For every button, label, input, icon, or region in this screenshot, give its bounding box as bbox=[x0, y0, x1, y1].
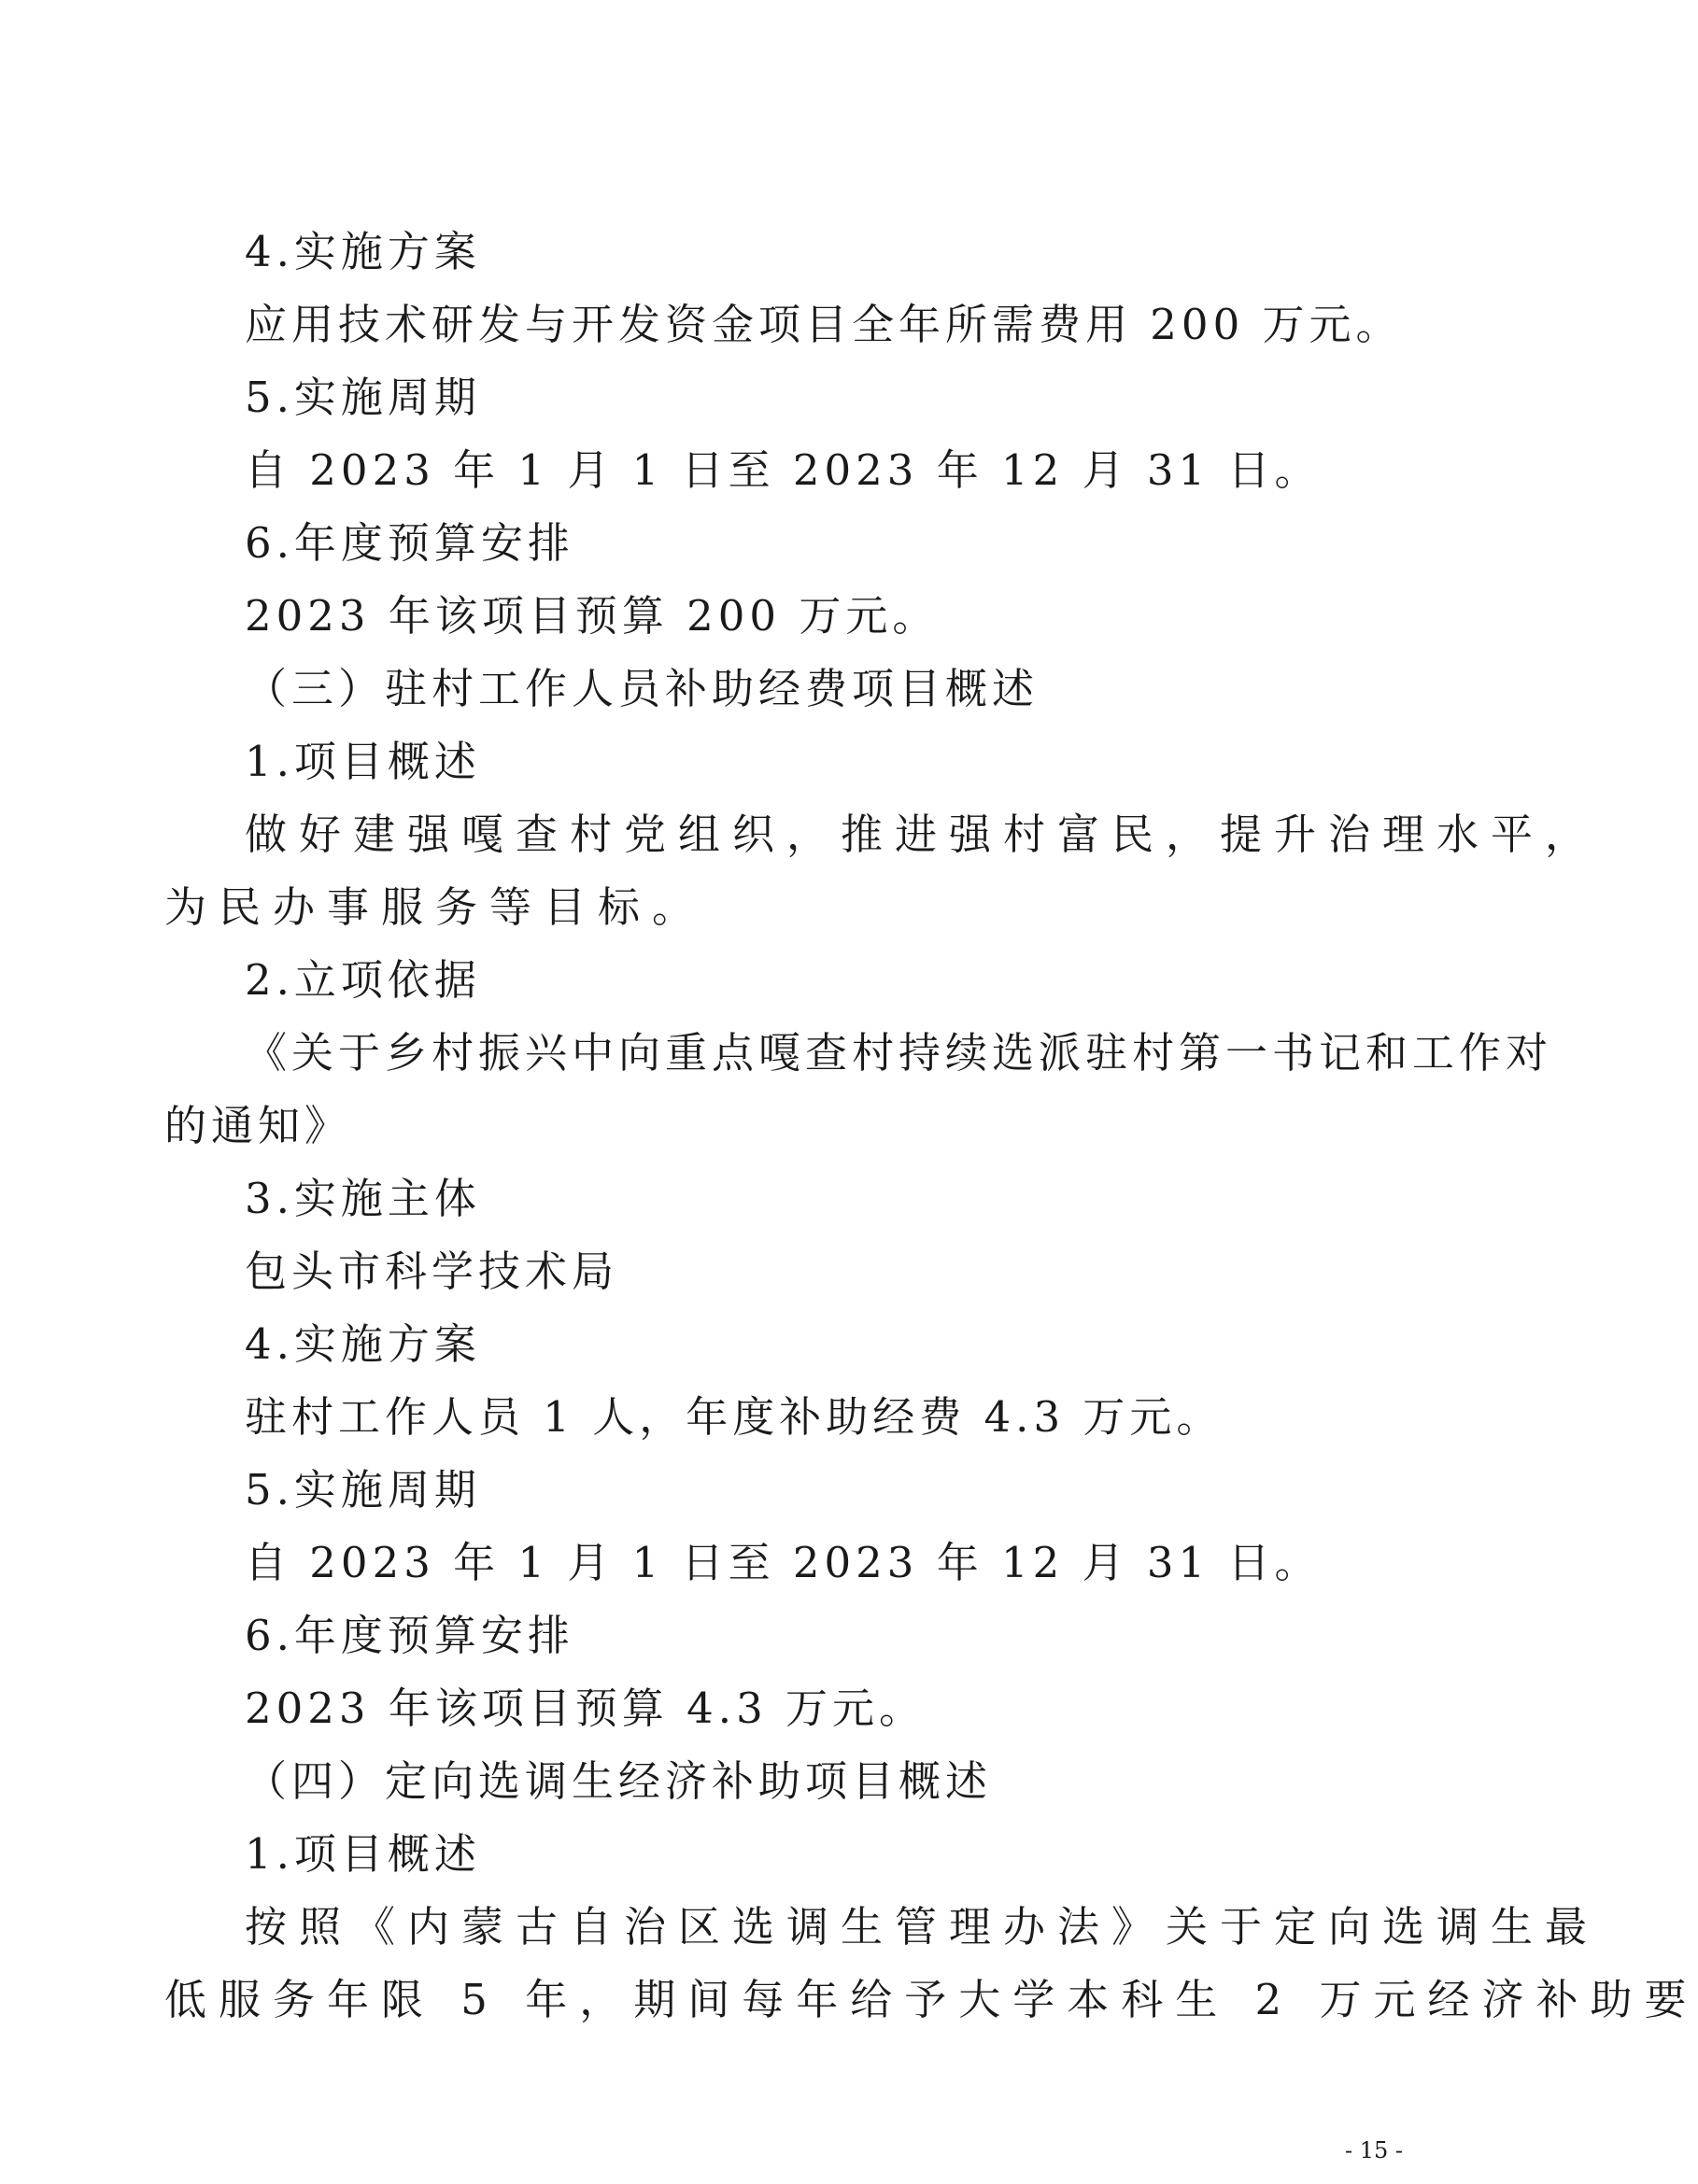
heading-implementation-period: 5.实施周期 bbox=[245, 373, 481, 422]
paragraph-line: 包头市科学技术局 bbox=[245, 1247, 619, 1296]
paragraph-line: 自 2023 年 1 月 1 日至 2023 年 12 月 31 日。 bbox=[245, 445, 1322, 495]
paragraph-line: 2023 年该项目预算 200 万元。 bbox=[245, 591, 940, 641]
page-number: - 15 - bbox=[1345, 2137, 1404, 2163]
paragraph-line: 应用技术研发与开发资金项目全年所需费用 200 万元。 bbox=[245, 300, 1403, 349]
paragraph-line: 的通知》 bbox=[164, 1101, 352, 1150]
section-heading-3: （三）驻村工作人员补助经费项目概述 bbox=[245, 664, 1040, 713]
heading-annual-budget: 6.年度预算安排 bbox=[245, 518, 574, 568]
heading-project-overview: 1.项目概述 bbox=[245, 737, 481, 786]
paragraph-line: 《关于乡村振兴中向重点嘎查村持续选派驻村第一书记和工作对 bbox=[245, 1028, 1553, 1078]
paragraph-line: 为民办事服务等目标。 bbox=[164, 882, 707, 932]
heading-annual-budget: 6.年度预算安排 bbox=[245, 1611, 574, 1660]
section-heading-4: （四）定向选调生经济补助项目概述 bbox=[245, 1756, 993, 1806]
paragraph-line: 低服务年限 5 年，期间每年给予大学本科生 2 万元经济补助要 bbox=[164, 1975, 1698, 2024]
paragraph-line: 做好建强嘎查村党组织，推进强村富民，提升治理水平， bbox=[245, 810, 1600, 859]
paragraph-line: 2023 年该项目预算 4.3 万元。 bbox=[245, 1684, 926, 1733]
heading-implementation-period: 5.实施周期 bbox=[245, 1465, 481, 1515]
heading-implementing-body: 3.实施主体 bbox=[245, 1174, 481, 1223]
heading-project-overview: 1.项目概述 bbox=[245, 1829, 481, 1879]
paragraph-line: 驻村工作人员 1 人，年度补助经费 4.3 万元。 bbox=[245, 1392, 1224, 1442]
heading-implementation-plan: 4.实施方案 bbox=[245, 227, 481, 276]
paragraph-line: 按照《内蒙古自治区选调生管理办法》关于定向选调生最 bbox=[245, 1902, 1600, 1952]
heading-basis: 2.立项依据 bbox=[245, 955, 481, 1005]
paragraph-line: 自 2023 年 1 月 1 日至 2023 年 12 月 31 日。 bbox=[245, 1538, 1322, 1587]
heading-implementation-plan: 4.实施方案 bbox=[245, 1319, 481, 1369]
